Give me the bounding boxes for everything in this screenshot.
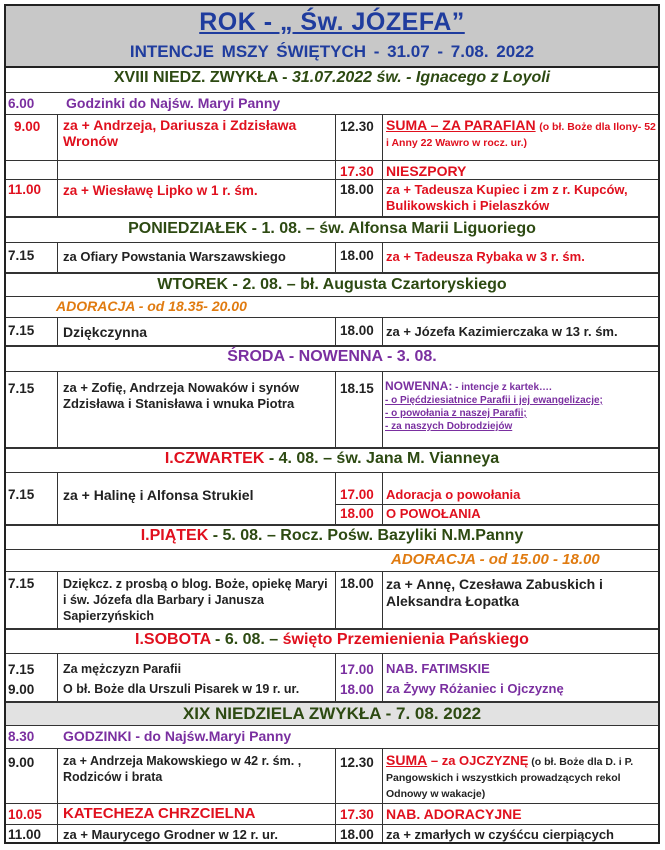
time-label: 6.00 <box>8 96 35 111</box>
intention-text: za Żywy Różaniec i Ojczyznę <box>386 681 564 696</box>
intention-text: O bł. Boże dla Urszuli Pisarek w 19 r. ur. <box>63 682 300 696</box>
sunday1-header-name: XVIII NIEDZ. ZWYKŁA - <box>113 69 292 86</box>
intention-text: za + Tadeusza Kupiec i zm z r. Kupców, Bulikowskich i Pielaszków <box>386 182 628 213</box>
intention-text: za + Halinę i Alfonsa Strukiel <box>63 487 254 503</box>
time-label: 17.00 <box>340 662 374 677</box>
time-label: 12.30 <box>340 119 374 134</box>
friday-name: I.PIĄTEK <box>140 527 209 544</box>
time-label: 18.00 <box>340 827 374 842</box>
suma-title: SUMA <box>386 752 428 768</box>
intention-text: Dziękcz. z prosbą o blog. Boże, opiekę Maryi i św. Józefa dla Barbary i Janusza Sapierzyńskich <box>63 577 328 623</box>
intention-text: Za mężczyzn Parafii <box>63 662 182 676</box>
novena-item: - o powołania z naszej Parafii; <box>385 408 527 419</box>
time-label: 7.15 <box>8 487 35 502</box>
time-label: 7.15 <box>8 323 35 338</box>
saturday-name: I.SOBOTA <box>135 631 211 648</box>
suma-note: (o bł. Boże dla D. i P. Pangowskich i wszystkich prowadzących rekol Odnowy w wakacje) <box>386 756 634 800</box>
saturday-date: - 6. 08. – <box>210 631 283 648</box>
time-label: 7.15 <box>8 248 35 263</box>
intention-text: za Ofiary Powstania Warszawskiego <box>63 249 286 264</box>
intention-text: za + Tadeusza Rybaka w 3 r. śm. <box>386 249 585 264</box>
thursday-date: - 4. 08. – św. Jana M. Vianneya <box>264 450 500 467</box>
time-label: 11.00 <box>8 827 42 842</box>
time-label: 8.30 <box>8 729 35 744</box>
novena-block <box>385 380 660 433</box>
saturday-header <box>6 631 658 649</box>
suma-title: SUMA – ZA PARAFIAN <box>386 117 536 133</box>
intention-text: NAB. ADORACYJNE <box>386 806 522 822</box>
sunday2-header: XIX NIEDZIELA ZWYKŁA - 7. 08. 2022 <box>6 703 658 725</box>
page-subtitle: INTENCJE MSZY ŚWIĘTYCH - 31.07 - 7.08. 2022 <box>129 42 535 61</box>
thursday-header <box>6 450 658 468</box>
godzinki-text: Godzinki do Najśw. Maryi Panny <box>66 95 281 111</box>
vespers-text: NIESZPORY <box>386 163 467 179</box>
intention-text: Dziękczynna <box>63 324 148 340</box>
time-label: 18.00 <box>340 506 374 521</box>
time-label: 7.15 <box>8 662 35 677</box>
intention-text: za + Józefa Kazimierczaka w 13 r. śm. <box>386 324 618 339</box>
novena-title: NOWENNA: <box>385 379 453 393</box>
intention-text: za + Annę, Czesława Zabuskich i Aleksandra Łopatka <box>386 576 603 609</box>
time-label: 7.15 <box>8 381 35 396</box>
intention-text: za + Wiesławę Lipko w 1 r. śm. <box>63 183 258 198</box>
thursday-name: I.CZWARTEK <box>164 450 265 467</box>
friday-date: - 5. 08. – Rocz. Pośw. Bazyliki N.M.Panny <box>208 527 524 544</box>
title-banner <box>6 6 658 68</box>
time-label: 18.00 <box>340 248 374 263</box>
novena-subtitle: - intencje z kartek…. <box>452 382 552 393</box>
adoration-note: ADORACJA - od 15.00 - 18.00 <box>391 551 600 568</box>
friday-header <box>6 527 658 545</box>
intention-text: za + Zofię, Andrzeja Nowaków i synów Zdzisława i Stanisława i wnuka Piotra <box>63 380 300 411</box>
adoration-note: ADORACJA - od 18.35- 20.00 <box>56 298 247 314</box>
novena-item: - za naszych Dobrodziejów <box>385 421 513 432</box>
monday-header: PONIEDZIAŁEK - 1. 08. – św. Alfonsa Marii Liguoriego <box>128 220 536 237</box>
sunday1-header <box>6 69 658 87</box>
time-label: 12.30 <box>340 755 374 770</box>
time-label: 7.15 <box>8 576 35 591</box>
godzinki-text: GODZINKI - do Najśw.Maryi Panny <box>63 728 292 744</box>
suma-title-rest: – za OJCZYZNĘ <box>427 753 529 768</box>
intention-text: NAB. FATIMSKIE <box>386 661 490 676</box>
time-label: 9.00 <box>8 682 35 697</box>
time-label: 17.30 <box>340 807 374 822</box>
suma-note: (o bł. Boże dla Ilony- 52 i Anny 22 Wawro w rocz. ur.) <box>386 121 656 149</box>
time-label: 9.00 <box>14 119 41 134</box>
intention-text: za + Andrzeja Makowskiego w 42 r. śm. , Rodziców i brata <box>63 754 302 784</box>
time-label: 17.00 <box>340 487 374 502</box>
wednesday-header: ŚRODA - NOWENNA - 3. 08. <box>227 348 437 365</box>
time-label: 10.05 <box>8 807 42 822</box>
time-label: 18.00 <box>340 576 374 591</box>
intention-text: za + Maurycego Grodner w 12 r. ur. <box>63 827 278 842</box>
intention-text: O POWOŁANIA <box>386 506 481 521</box>
intention-text: za + Andrzeja, Dariusza i Zdzisława Wronów <box>63 117 297 149</box>
page-title: ROK - „ Św. JÓZEFA” <box>199 8 465 36</box>
time-label: 18.00 <box>340 323 374 338</box>
mass-intentions-sheet <box>4 4 660 844</box>
novena-item: - o Pięćdziesiatnice Parafii i jej ewangelizacje; <box>385 395 603 406</box>
intention-text: za + zmarłych w czyśćcu cierpiących <box>386 827 614 842</box>
time-label: 9.00 <box>8 755 35 770</box>
time-label: 17.30 <box>340 164 374 179</box>
sunday1-header-date: 31.07.2022 św. - Ignacego z Loyoli <box>291 69 551 86</box>
time-label: 18.15 <box>340 381 374 396</box>
time-label: 18.00 <box>340 182 374 197</box>
saturday-feast: święto Przemienienia Pańskiego <box>282 631 529 648</box>
time-label: 18.00 <box>340 682 374 697</box>
time-label: 11.00 <box>8 182 42 197</box>
catechesis-text: KATECHEZA CHRZCIELNA <box>63 805 256 822</box>
tuesday-header: WTOREK - 2. 08. – bł. Augusta Czartoryskiego <box>157 276 507 293</box>
intention-text: Adoracja o powołania <box>386 487 521 502</box>
